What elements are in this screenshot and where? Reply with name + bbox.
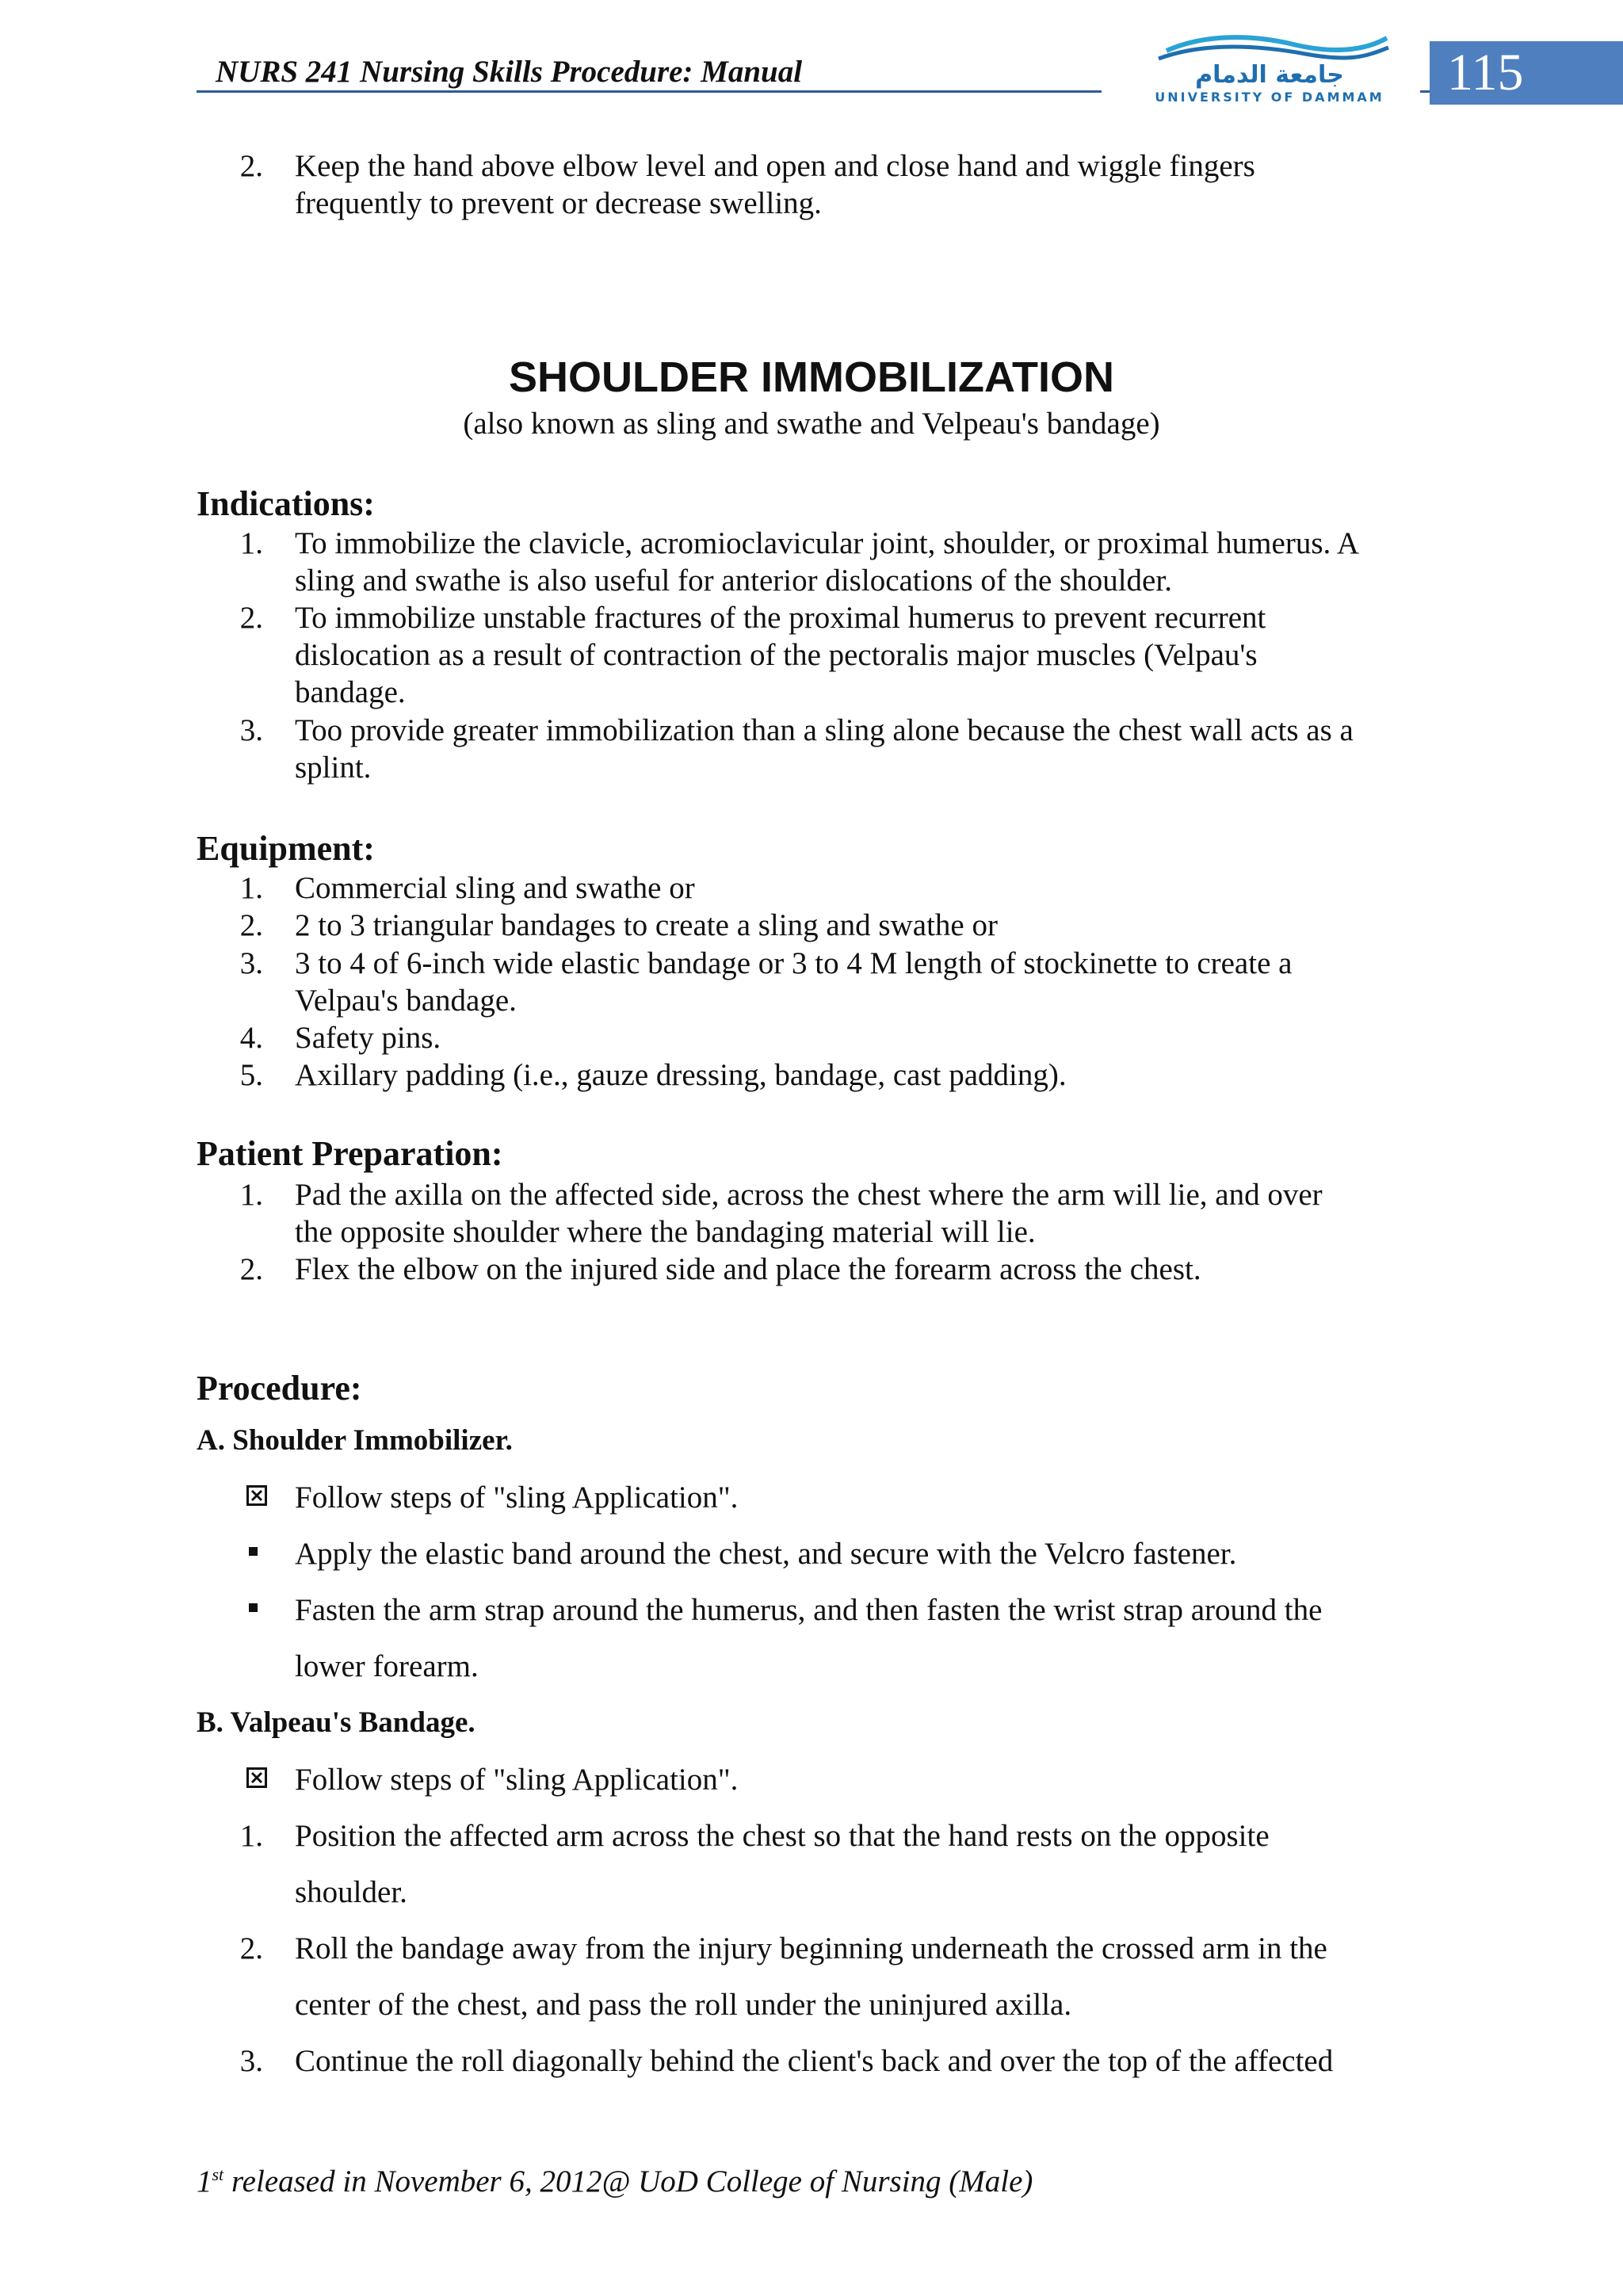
list-line: Commercial sling and swathe or bbox=[295, 871, 695, 905]
list-line: To immobilize the clavicle, acromioclavicular joint, shoulder, or proximal humerus. A bbox=[295, 526, 1360, 560]
procedure-part-b-heading: B. Valpeau's Bandage. bbox=[197, 1706, 475, 1739]
footer-ordinal-suffix: st bbox=[212, 2164, 224, 2184]
list-line: Velpau's bandage. bbox=[295, 984, 517, 1018]
list-line: To immobilize unstable fractures of the proximal humerus to prevent recurrent bbox=[295, 601, 1266, 635]
list-line: Flex the elbow on the injured side and place the forearm across the chest. bbox=[295, 1252, 1201, 1286]
procedure-b-line: center of the chest, and pass the roll under the uninjured axilla. bbox=[295, 1988, 1072, 2022]
header-rule bbox=[197, 90, 1102, 93]
list-line: Axillary padding (i.e., gauze dressing, bandage, cast padding). bbox=[295, 1058, 1067, 1092]
list-line: 3 to 4 of 6-inch wide elastic bandage or 3 to 4 M length of stockinette to create a bbox=[295, 946, 1293, 980]
list-number: 2. bbox=[239, 1252, 263, 1286]
footer-text: released in November 6, 2012@ UoD College of Nursing (Male) bbox=[223, 2164, 1033, 2199]
procedure-b-line: Continue the roll diagonally behind the client's back and over the top of the affected bbox=[295, 2044, 1334, 2078]
logo-english-text: UNIVERSITY OF DAMMAM bbox=[1155, 90, 1384, 105]
procedure-b-line: Roll the bandage away from the injury beginning underneath the crossed arm in the bbox=[295, 1931, 1327, 1966]
section-title: SHOULDER IMMOBILIZATION bbox=[509, 353, 1114, 401]
footer-ordinal: 1 bbox=[197, 2164, 212, 2199]
footer-release-note bbox=[197, 2164, 1033, 2199]
list-number: 1. bbox=[239, 1819, 263, 1853]
equipment-heading: Equipment: bbox=[197, 829, 375, 868]
top-item-line: frequently to prevent or decrease swelling. bbox=[295, 186, 822, 220]
list-line: Pad the axilla on the affected side, across the chest where the arm will lie, and over bbox=[295, 1178, 1323, 1212]
list-number: 5. bbox=[239, 1058, 263, 1092]
list-line: bandage. bbox=[295, 675, 406, 709]
list-line: Too provide greater immobilization than a sling alone because the chest wall acts as a bbox=[295, 713, 1354, 747]
section-subtitle: (also known as sling and swathe and Velpeau's bandage) bbox=[463, 407, 1160, 441]
procedure-a-line: Fasten the arm strap around the humerus, and then fasten the wrist strap around the bbox=[295, 1593, 1323, 1627]
list-number: 3. bbox=[239, 713, 263, 747]
list-number: 4. bbox=[239, 1021, 263, 1055]
list-number: 2. bbox=[239, 908, 263, 942]
top-item-number: 2. bbox=[239, 149, 263, 183]
procedure-a-line: lower forearm. bbox=[295, 1649, 479, 1683]
list-line: 2 to 3 triangular bandages to create a sling and swathe or bbox=[295, 908, 998, 942]
list-number: 2. bbox=[239, 601, 263, 635]
list-number: 2. bbox=[239, 1931, 263, 1966]
square-bullet-icon bbox=[249, 1547, 258, 1556]
square-bullet-icon bbox=[249, 1603, 258, 1612]
procedure-b-line: Position the affected arm across the chest so that the hand rests on the opposite bbox=[295, 1819, 1270, 1853]
list-line: Safety pins. bbox=[295, 1021, 441, 1055]
procedure-b-line: Follow steps of "sling Application". bbox=[295, 1763, 739, 1797]
procedure-a-line: Apply the elastic band around the chest, and secure with the Velcro fastener. bbox=[295, 1537, 1237, 1571]
list-line: sling and swathe is also useful for anterior dislocations of the shoulder. bbox=[295, 563, 1172, 598]
list-number: 3. bbox=[239, 946, 263, 980]
list-number: 1. bbox=[239, 1178, 263, 1212]
procedure-a-line: Follow steps of "sling Application". bbox=[295, 1480, 739, 1515]
university-logo bbox=[1135, 27, 1396, 106]
list-number: 1. bbox=[239, 871, 263, 905]
header-rule-right bbox=[1420, 90, 1430, 93]
top-item-line: Keep the hand above elbow level and open and close hand and wiggle fingers bbox=[295, 149, 1255, 183]
logo-arabic-text: جامعة الدمام bbox=[1195, 61, 1344, 89]
patient-prep-heading: Patient Preparation: bbox=[197, 1134, 503, 1173]
list-number: 3. bbox=[239, 2044, 263, 2078]
list-number: 1. bbox=[239, 526, 263, 560]
list-line: the opposite shoulder where the bandaging material will lie. bbox=[295, 1215, 1036, 1249]
page-number: 115 bbox=[1430, 41, 1623, 105]
checkbox-icon bbox=[246, 1485, 267, 1506]
procedure-part-a-heading: A. Shoulder Immobilizer. bbox=[197, 1424, 513, 1457]
indications-heading: Indications: bbox=[197, 484, 375, 523]
procedure-b-line: shoulder. bbox=[295, 1875, 407, 1909]
header-title: NURS 241 Nursing Skills Procedure: Manual bbox=[216, 55, 803, 89]
procedure-heading: Procedure: bbox=[197, 1369, 362, 1408]
checkbox-icon bbox=[246, 1767, 267, 1788]
list-line: dislocation as a result of contraction of the pectoralis major muscles (Velpau's bbox=[295, 638, 1258, 672]
list-line: splint. bbox=[295, 751, 372, 785]
